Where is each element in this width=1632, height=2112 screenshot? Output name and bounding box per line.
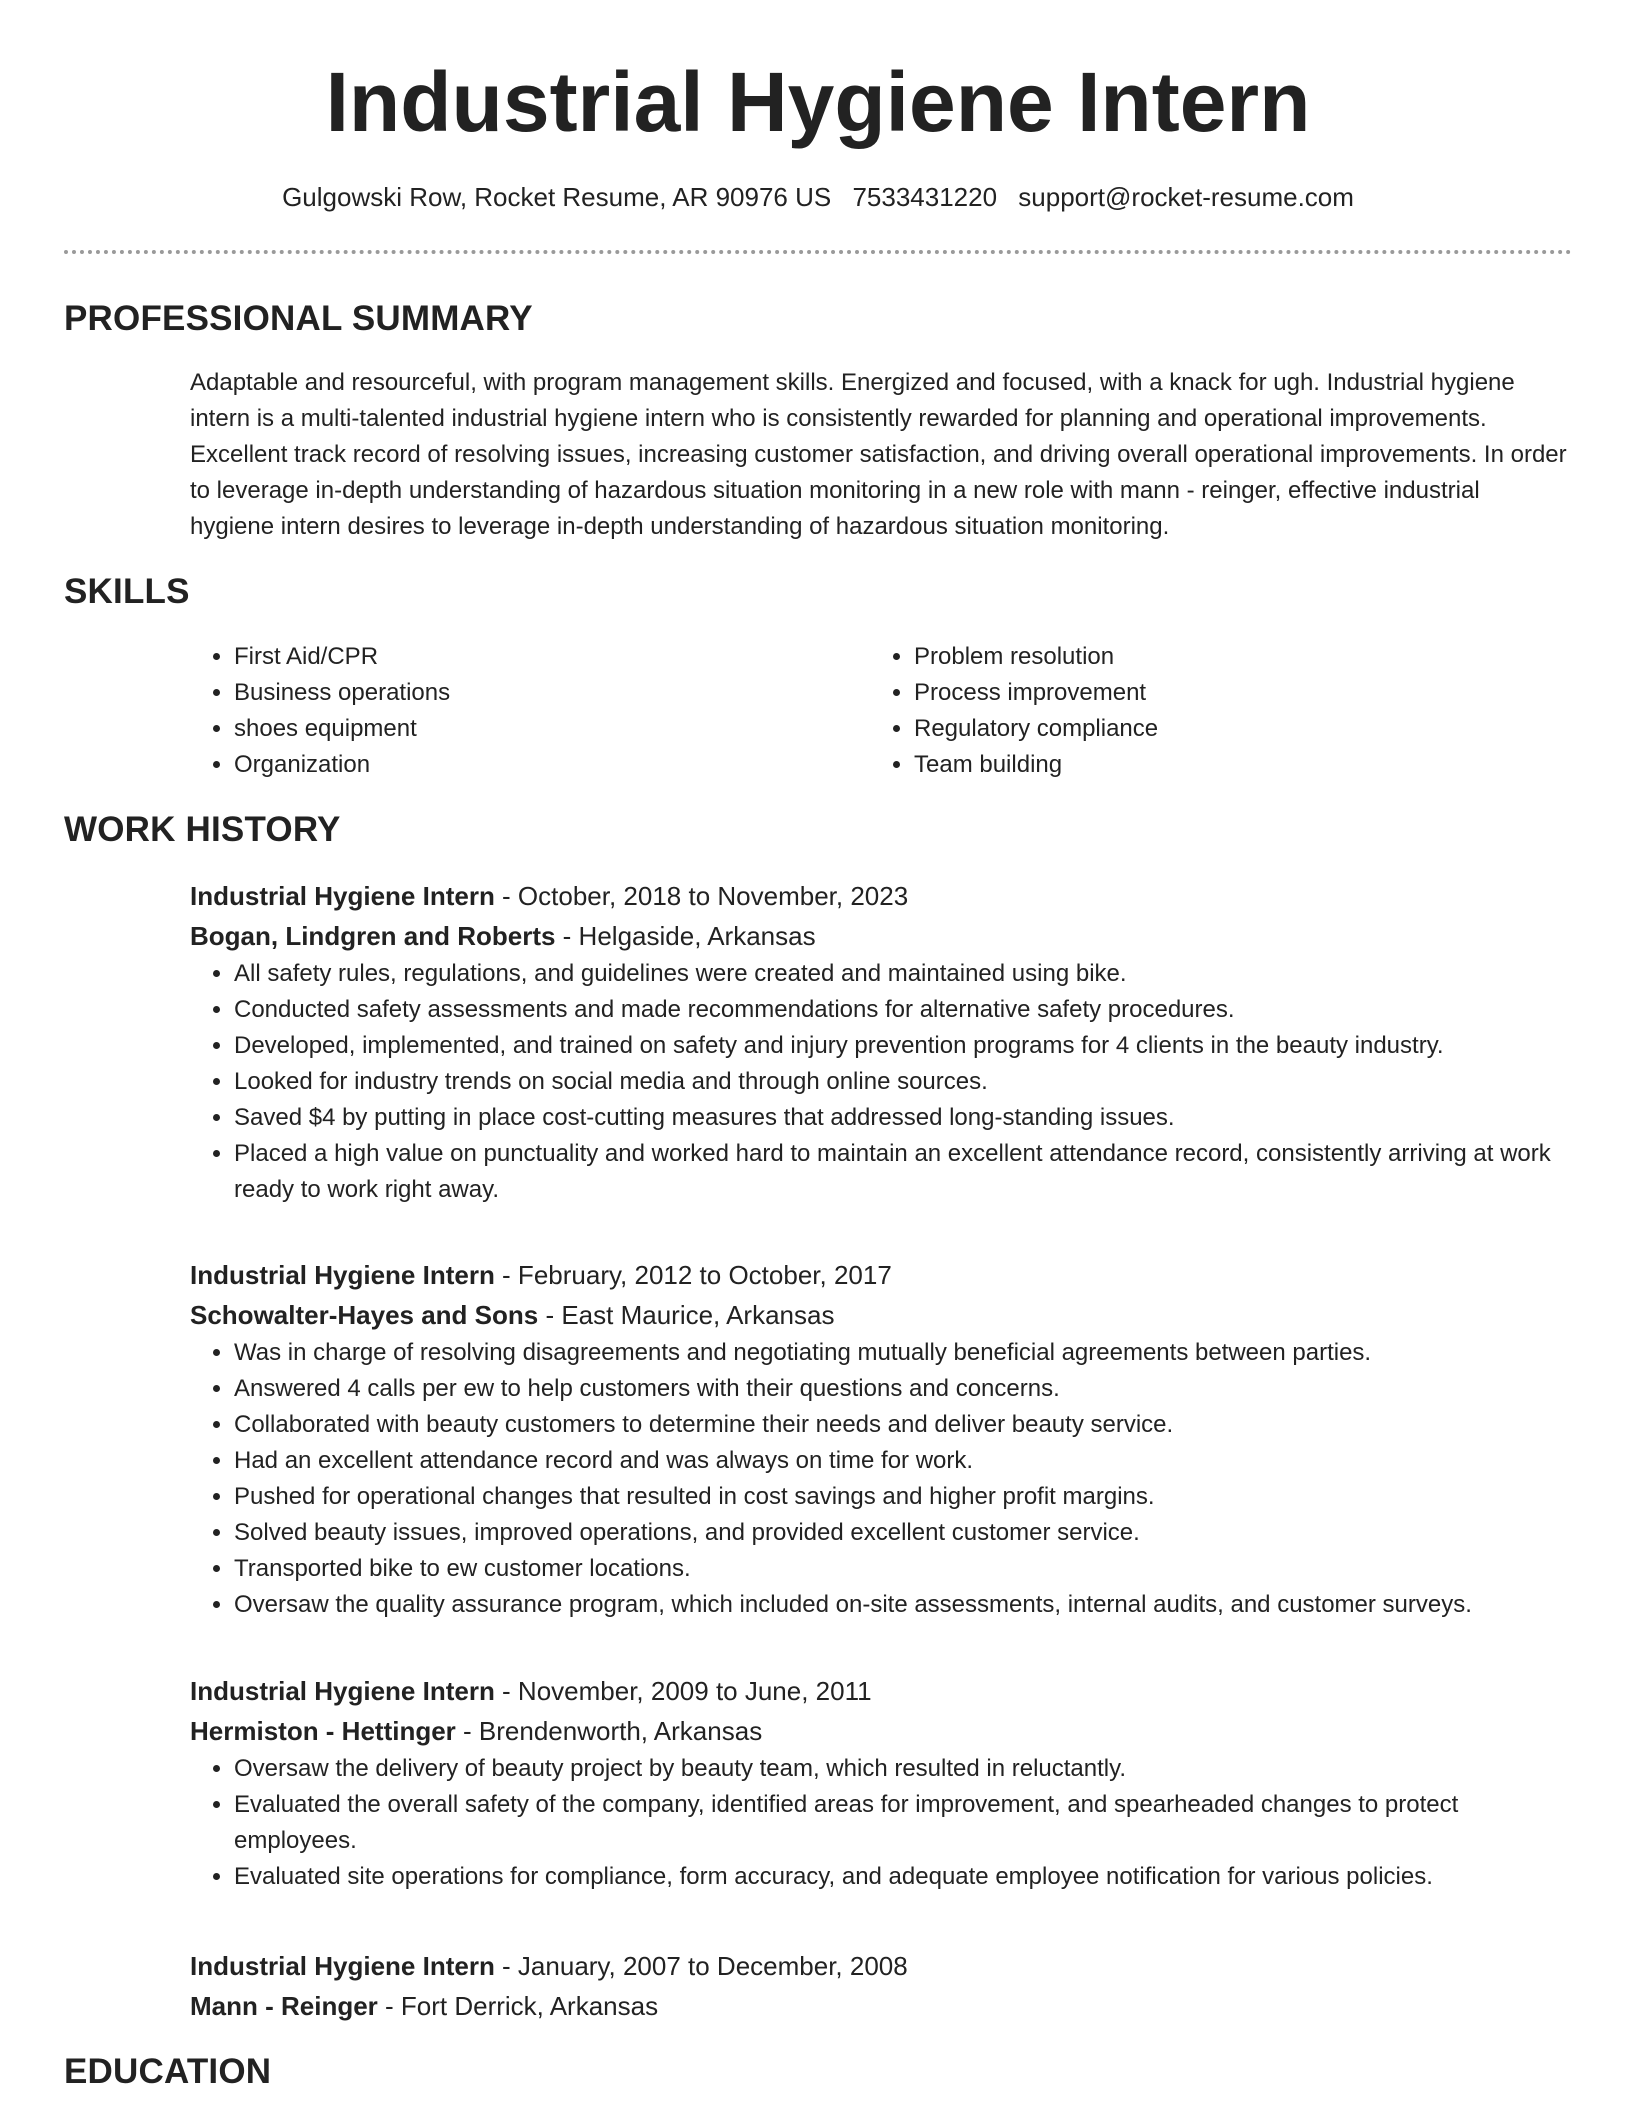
header-divider (64, 250, 1572, 254)
skill-item: • Team building (914, 747, 1550, 783)
job-location: - Fort Derrick, Arkansas (377, 1991, 659, 2021)
job-company: Schowalter-Hayes and Sons (190, 1300, 539, 1330)
job-title-line (190, 1255, 1570, 1295)
skill-item: • Organization (234, 747, 870, 783)
section-title-summary: PROFESSIONAL SUMMARY (64, 299, 533, 338)
job-duty: • Oversaw the quality assurance program, which included on-site assessments, internal audits, and customer surveys. (234, 1587, 1570, 1623)
job-duty: • All safety rules, regulations, and guidelines were created and maintained using bike. (234, 956, 1570, 992)
job-title-line (190, 1671, 1570, 1711)
job-duty: • Was in charge of resolving disagreements and negotiating mutually beneficial agreements between parties. (234, 1335, 1570, 1371)
contact-line (64, 180, 1572, 214)
job-duties-list (190, 1335, 1570, 1623)
candidate-name: Industrial Hygiene Intern (325, 55, 1311, 149)
skills-list-left (190, 639, 870, 783)
job-entry (190, 1255, 1570, 1623)
job-dates: - October, 2018 to November, 2023 (494, 881, 909, 911)
job-company: Bogan, Lindgren and Roberts (190, 921, 556, 951)
section-title-skills: SKILLS (64, 572, 190, 611)
skills-block (190, 639, 1570, 783)
job-company-line (190, 1986, 1570, 2026)
job-title-line (190, 876, 1570, 916)
skill-item: • Business operations (234, 675, 870, 711)
job-role: Industrial Hygiene Intern (190, 1951, 495, 1981)
job-duty: • Looked for industry trends on social media and through online sources. (234, 1064, 1570, 1100)
job-location: - Brendenworth, Arkansas (455, 1716, 763, 1746)
job-role: Industrial Hygiene Intern (190, 1676, 495, 1706)
skills-column-left (190, 639, 870, 783)
job-duties-list (190, 956, 1570, 1208)
summary-text: Adaptable and resourceful, with program management skills. Energized and focused, with a knack for ugh. Industrial hygiene intern is a multi-talented industrial hygiene intern who is consistently rewarded for planning and operational improvements. Excellent track record of resolving issues, increasing customer satisfaction, and driving overall operational improvements. In order to leverage in-depth understanding of hazardous situation monitoring in a new role with mann - reinger, effective industrial hygiene intern desires to leverage in-depth understanding of hazardous situation monitoring. (190, 369, 1567, 540)
job-duty: • Had an excellent attendance record and was always on time for work. (234, 1443, 1570, 1479)
job-company-line (190, 916, 1570, 956)
job-duty: • Oversaw the delivery of beauty project by beauty team, which resulted in reluctantly. (234, 1751, 1570, 1787)
contact-address: Gulgowski Row, Rocket Resume, AR 90976 US (282, 182, 832, 212)
job-duty: • Answered 4 calls per ew to help customers with their questions and concerns. (234, 1371, 1570, 1407)
job-duty: • Evaluated site operations for compliance, form accuracy, and adequate employee notification for various policies. (234, 1859, 1570, 1895)
job-dates: - November, 2009 to June, 2011 (494, 1676, 872, 1706)
job-company-line (190, 1711, 1570, 1751)
job-company-line (190, 1295, 1570, 1335)
job-location: - East Maurice, Arkansas (538, 1300, 835, 1330)
skill-item: • shoes equipment (234, 711, 870, 747)
skill-item: • Process improvement (914, 675, 1550, 711)
skills-grid (190, 639, 1570, 783)
job-company: Hermiston - Hettinger (190, 1716, 456, 1746)
job-duty: • Collaborated with beauty customers to determine their needs and deliver beauty service. (234, 1407, 1570, 1443)
skill-item: • First Aid/CPR (234, 639, 870, 675)
contact-phone: 7533431220 (852, 182, 998, 212)
skills-column-right (870, 639, 1550, 783)
summary-block (190, 365, 1570, 545)
contact-email: support@rocket-resume.com (1018, 182, 1354, 212)
section-title-education: EDUCATION (64, 2052, 272, 2091)
skills-list-right (870, 639, 1550, 783)
job-duty: • Transported bike to ew customer locations. (234, 1551, 1570, 1587)
job-title-line (190, 1946, 1570, 1986)
job-duties-list (190, 1751, 1570, 1895)
job-dates: - January, 2007 to December, 2008 (494, 1951, 908, 1981)
skill-item: • Regulatory compliance (914, 711, 1550, 747)
job-role: Industrial Hygiene Intern (190, 1260, 495, 1290)
job-dates: - February, 2012 to October, 2017 (494, 1260, 892, 1290)
job-entry (190, 1671, 1570, 1895)
job-duty: • Evaluated the overall safety of the company, identified areas for improvement, and spearheaded changes to protect employees. (234, 1787, 1570, 1859)
job-duty: • Solved beauty issues, improved operations, and provided excellent customer service. (234, 1515, 1570, 1551)
job-role: Industrial Hygiene Intern (190, 881, 495, 911)
job-duty: • Pushed for operational changes that resulted in cost savings and higher profit margins. (234, 1479, 1570, 1515)
job-duty: • Conducted safety assessments and made recommendations for alternative safety procedures. (234, 992, 1570, 1028)
job-duty: • Placed a high value on punctuality and worked hard to maintain an excellent attendance record, consistently arriving at work ready to work right away. (234, 1136, 1570, 1208)
job-duty: • Saved $4 by putting in place cost-cutting measures that addressed long-standing issues. (234, 1100, 1570, 1136)
section-title-work-history: WORK HISTORY (64, 810, 341, 849)
job-company: Mann - Reinger (190, 1991, 378, 2021)
job-duty: • Developed, implemented, and trained on safety and injury prevention programs for 4 clients in the beauty industry. (234, 1028, 1570, 1064)
skill-item: • Problem resolution (914, 639, 1550, 675)
job-entry (190, 876, 1570, 1208)
job-entry (190, 1946, 1570, 2026)
job-location: - Helgaside, Arkansas (555, 921, 816, 951)
